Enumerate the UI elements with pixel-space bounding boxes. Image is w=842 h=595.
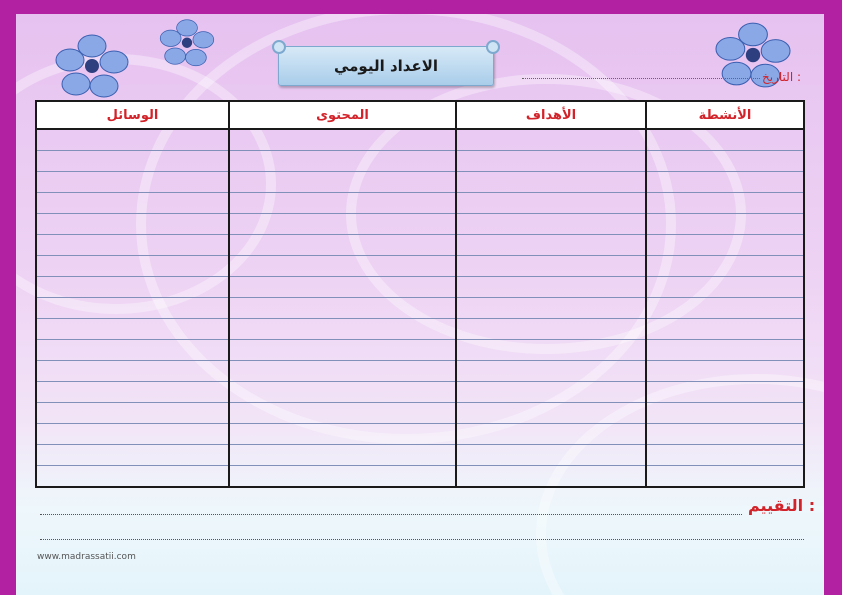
table-cell[interactable] — [456, 151, 646, 172]
evaluation-label: التقييم : — [748, 496, 816, 515]
table-row — [36, 214, 804, 235]
table-cell[interactable] — [646, 298, 804, 319]
table-row — [36, 424, 804, 445]
table-cell[interactable] — [646, 193, 804, 214]
flower-icon — [155, 16, 219, 68]
table-cell[interactable] — [456, 361, 646, 382]
table-row — [36, 256, 804, 277]
table-row — [36, 466, 804, 488]
table-cell[interactable] — [36, 319, 229, 340]
table-cell[interactable] — [229, 382, 456, 403]
table-row — [36, 403, 804, 424]
table-cell[interactable] — [36, 256, 229, 277]
table-cell[interactable] — [229, 151, 456, 172]
planning-table — [35, 100, 805, 488]
table-cell[interactable] — [229, 361, 456, 382]
table-cell[interactable] — [456, 256, 646, 277]
table-cell[interactable] — [36, 235, 229, 256]
table-row — [36, 193, 804, 214]
table-cell[interactable] — [36, 445, 229, 466]
table-cell[interactable] — [456, 340, 646, 361]
table-cell[interactable] — [229, 172, 456, 193]
table-cell[interactable] — [456, 466, 646, 488]
table-cell[interactable] — [456, 445, 646, 466]
table-cell[interactable] — [646, 403, 804, 424]
table-cell[interactable] — [646, 151, 804, 172]
scroll-curl-right — [486, 40, 500, 54]
flower-icon — [52, 30, 132, 100]
table-cell[interactable] — [36, 129, 229, 151]
table-cell[interactable] — [646, 256, 804, 277]
table-cell[interactable] — [229, 424, 456, 445]
table-row — [36, 129, 804, 151]
table-cell[interactable] — [646, 424, 804, 445]
column-header: المحتوى — [229, 101, 456, 129]
table-cell[interactable] — [646, 382, 804, 403]
table-cell[interactable] — [36, 277, 229, 298]
table-cell[interactable] — [456, 424, 646, 445]
table-row — [36, 319, 804, 340]
table-row — [36, 151, 804, 172]
table-cell[interactable] — [646, 235, 804, 256]
table-cell[interactable] — [229, 466, 456, 488]
table-cell[interactable] — [229, 214, 456, 235]
header-row — [36, 101, 804, 129]
table-cell[interactable] — [36, 403, 229, 424]
table-row — [36, 235, 804, 256]
table-cell[interactable] — [456, 403, 646, 424]
table-cell[interactable] — [229, 445, 456, 466]
table-cell[interactable] — [456, 129, 646, 151]
table-cell[interactable] — [456, 214, 646, 235]
column-header: الأنشطة — [646, 101, 804, 129]
table-cell[interactable] — [36, 382, 229, 403]
table-cell[interactable] — [36, 361, 229, 382]
table-cell[interactable] — [229, 319, 456, 340]
table-row — [36, 172, 804, 193]
table-cell[interactable] — [229, 235, 456, 256]
table-row — [36, 382, 804, 403]
table-cell[interactable] — [229, 193, 456, 214]
table-cell[interactable] — [456, 172, 646, 193]
table-cell[interactable] — [36, 298, 229, 319]
table-cell[interactable] — [646, 361, 804, 382]
table-cell[interactable] — [646, 172, 804, 193]
table-cell[interactable] — [456, 298, 646, 319]
table-row — [36, 445, 804, 466]
table-cell[interactable] — [646, 277, 804, 298]
table-cell[interactable] — [36, 172, 229, 193]
table-cell[interactable] — [646, 445, 804, 466]
table-cell[interactable] — [229, 129, 456, 151]
table-row — [36, 361, 804, 382]
table-cell[interactable] — [456, 235, 646, 256]
table-cell[interactable] — [646, 466, 804, 488]
table-row — [36, 277, 804, 298]
table-row — [36, 298, 804, 319]
table-row — [36, 340, 804, 361]
table-cell[interactable] — [646, 319, 804, 340]
table-cell[interactable] — [36, 466, 229, 488]
column-header: الأهداف — [456, 101, 646, 129]
table-cell[interactable] — [646, 214, 804, 235]
table-cell[interactable] — [456, 319, 646, 340]
table-cell[interactable] — [36, 214, 229, 235]
table-cell[interactable] — [456, 382, 646, 403]
evaluation-field[interactable] — [40, 514, 742, 515]
table-cell[interactable] — [646, 340, 804, 361]
table-cell[interactable] — [229, 340, 456, 361]
table-cell[interactable] — [229, 277, 456, 298]
table-cell[interactable] — [36, 151, 229, 172]
table-cell[interactable] — [229, 403, 456, 424]
table-cell[interactable] — [36, 340, 229, 361]
date-field[interactable] — [522, 78, 760, 79]
date-label: التاريخ : — [762, 70, 802, 84]
evaluation-field[interactable] — [40, 539, 804, 540]
table-cell[interactable] — [456, 277, 646, 298]
table-cell[interactable] — [36, 193, 229, 214]
page-title: الاعداد اليومي — [333, 57, 439, 75]
column-header: الوسائل — [36, 101, 229, 129]
title-banner — [278, 46, 494, 86]
scroll-curl-left — [272, 40, 286, 54]
website-footer: www.madrassatii.com — [37, 552, 136, 562]
table-cell[interactable] — [229, 256, 456, 277]
table-cell[interactable] — [646, 129, 804, 151]
table-cell[interactable] — [229, 298, 456, 319]
table-cell[interactable] — [36, 424, 229, 445]
table-cell[interactable] — [456, 193, 646, 214]
